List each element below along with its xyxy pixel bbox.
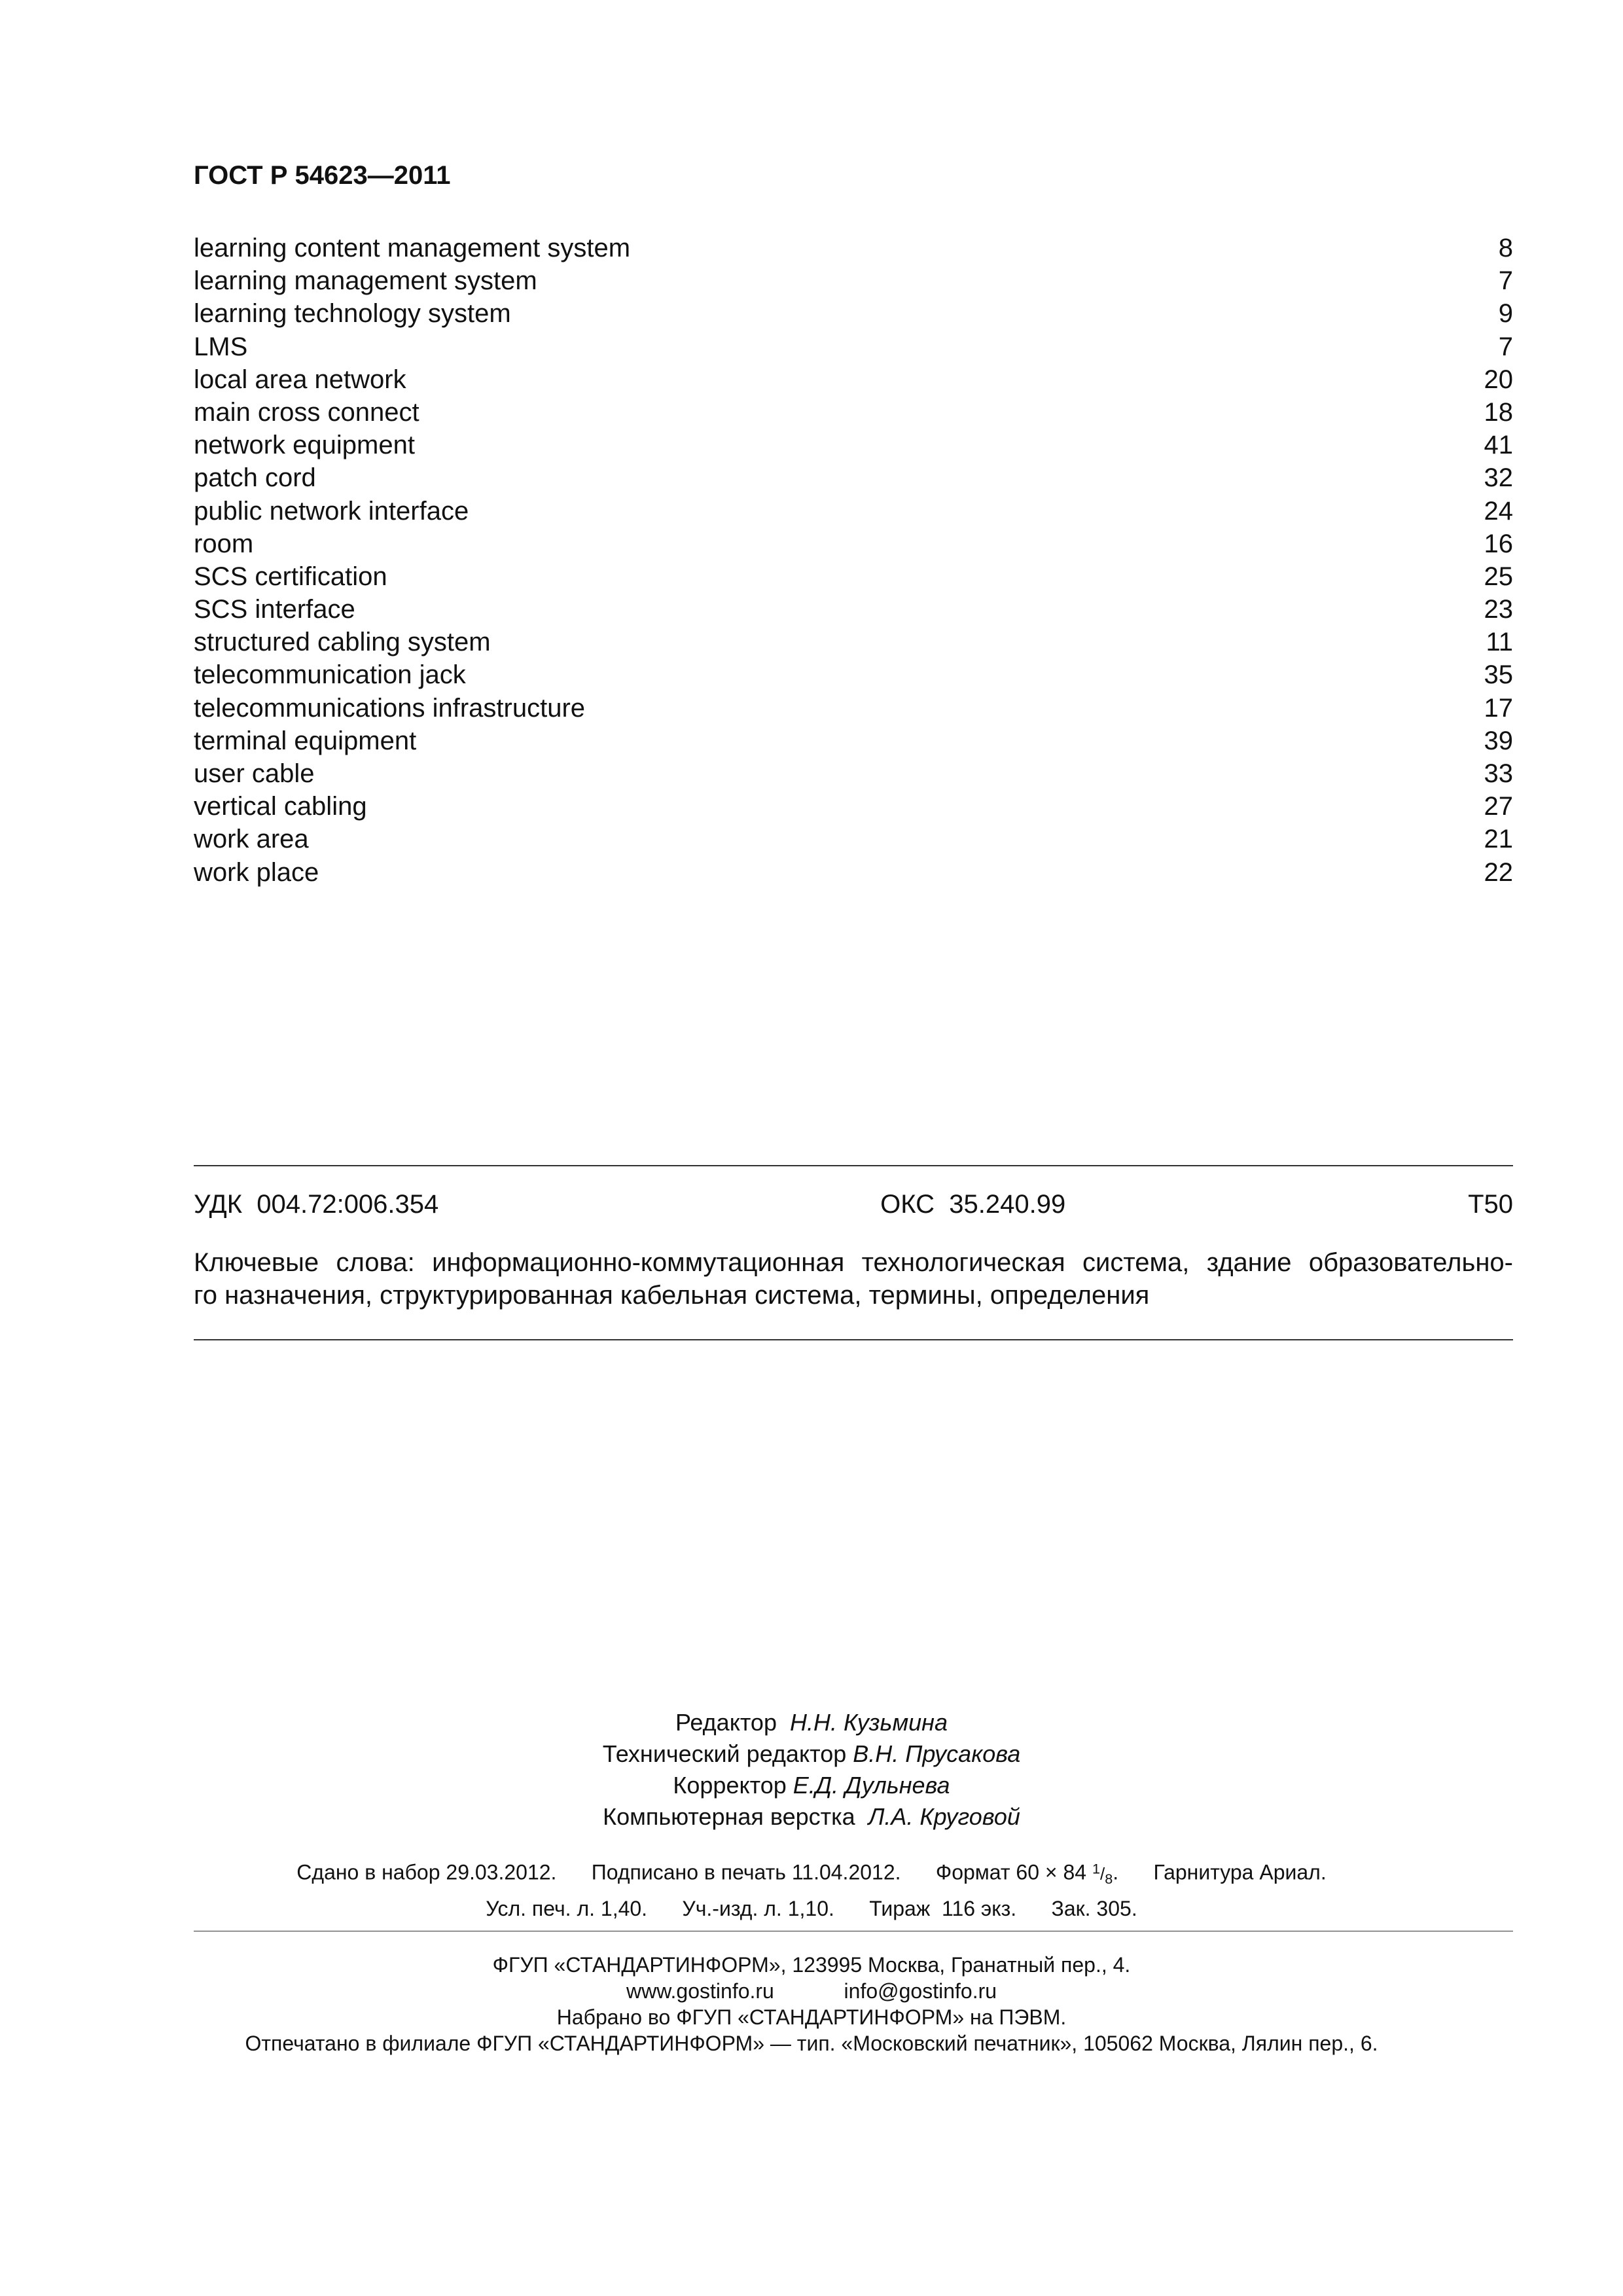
index-entry (194, 264, 1513, 297)
index-term: learning content management system (194, 234, 631, 262)
index-number: 8 (1498, 234, 1513, 262)
index-number: 27 (1484, 792, 1513, 821)
website-link[interactable]: www.gostinfo.ru (626, 1979, 774, 2003)
index-term: vertical cabling (194, 792, 367, 821)
index-term: SCS certification (194, 562, 387, 591)
index-term: telecommunications infrastructure (194, 693, 586, 723)
index-term: learning technology system (194, 299, 511, 329)
index-number: 9 (1498, 299, 1513, 329)
index-number: 7 (1498, 266, 1513, 296)
index-number: 41 (1484, 431, 1513, 460)
index-number: 33 (1484, 759, 1513, 788)
index-term: patch cord (194, 463, 316, 493)
keywords-line-1: Ключевые слова: информационно-коммутационная технологическая система, здание образовательно- (194, 1248, 1513, 1277)
index-entry (194, 658, 1513, 691)
index-term: local area network (194, 365, 406, 394)
publisher-address: ФГУП «СТАНДАРТИНФОРМ», 123995 Москва, Гранатный пер., 4. (492, 1953, 1131, 1977)
index-number: 23 (1484, 595, 1513, 624)
index-number: 20 (1484, 365, 1513, 394)
term-index (194, 232, 1513, 889)
publisher-contacts (0, 1978, 1623, 2004)
index-entry (194, 692, 1513, 725)
index-term: user cable (194, 759, 315, 788)
oks-code: ОКС 35.240.99 (880, 1190, 1066, 1219)
index-entry (194, 461, 1513, 494)
index-number: 7 (1498, 332, 1513, 361)
publisher-printed: Отпечатано в филиале ФГУП «СТАНДАРТИНФОРМ» — тип. «Московский печатник», 105062 Москва, Лялин пер., 6. (245, 2032, 1378, 2055)
index-number: 25 (1484, 562, 1513, 591)
document-header: ГОСТ Р 54623—2011 (194, 161, 451, 190)
index-term: LMS (194, 332, 248, 361)
index-entry (194, 593, 1513, 626)
index-number: 17 (1484, 693, 1513, 723)
index-entry (194, 232, 1513, 264)
udk-code: УДК 004.72:006.354 (194, 1190, 439, 1219)
keywords (194, 1246, 1513, 1312)
classification-row (194, 1190, 1513, 1219)
print-info-row-2: Усл. печ. л. 1,40. Уч.-изд. л. 1,10. Тираж 116 экз. Зак. 305. (486, 1897, 1137, 1920)
category-code: Т50 (1468, 1190, 1513, 1219)
index-term: room (194, 529, 254, 558)
index-entry (194, 528, 1513, 560)
index-entry (194, 429, 1513, 461)
index-entry (194, 560, 1513, 593)
index-number: 39 (1484, 726, 1513, 755)
index-term: structured cabling system (194, 628, 491, 657)
index-number: 18 (1484, 397, 1513, 427)
publisher-block (0, 1952, 1623, 2056)
index-term: work place (194, 857, 319, 887)
index-entry (194, 297, 1513, 330)
index-entry (194, 363, 1513, 396)
index-number: 21 (1484, 825, 1513, 854)
credit-corrector: Корректор Е.Д. Дульнева (673, 1772, 950, 1799)
credit-tech-editor: Технический редактор В.Н. Прусакова (602, 1740, 1021, 1767)
index-entry (194, 331, 1513, 363)
credits-block (0, 1707, 1623, 1833)
index-term: main cross connect (194, 397, 419, 427)
index-number: 24 (1484, 496, 1513, 526)
index-number: 11 (1486, 628, 1513, 657)
index-number: 22 (1484, 857, 1513, 887)
email-link[interactable]: info@gostinfo.ru (844, 1979, 997, 2003)
publisher-typeset: Набрано во ФГУП «СТАНДАРТИНФОРМ» на ПЭВМ. (556, 2005, 1067, 2029)
index-entry (194, 495, 1513, 528)
index-entry (194, 725, 1513, 757)
index-entry (194, 626, 1513, 658)
index-number: 35 (1484, 660, 1513, 690)
credit-layout: Компьютерная верстка Л.А. Круговой (603, 1803, 1020, 1830)
index-entry (194, 856, 1513, 889)
keywords-line-2: го назначения, структурированная кабельная система, термины, определения (194, 1281, 1150, 1310)
index-entry (194, 396, 1513, 429)
credit-editor: Редактор Н.Н. Кузьмина (675, 1709, 948, 1736)
divider-middle (194, 1339, 1513, 1340)
index-term: SCS interface (194, 595, 355, 624)
index-term: work area (194, 825, 309, 854)
index-term: terminal equipment (194, 726, 417, 755)
index-number: 32 (1484, 463, 1513, 493)
index-entry (194, 823, 1513, 855)
index-term: learning management system (194, 266, 537, 296)
print-info-row-1: Сдано в набор 29.03.2012. Подписано в печать 11.04.2012. Формат 60 × 84 $^1/_8$. Гарнитура Ариал. (296, 1860, 1327, 1887)
divider-top (194, 1165, 1513, 1166)
index-number: 16 (1484, 529, 1513, 558)
index-term: public network interface (194, 496, 469, 526)
index-term: network equipment (194, 431, 415, 460)
index-term: telecommunication jack (194, 660, 466, 690)
index-entry (194, 757, 1513, 790)
index-entry (194, 790, 1513, 823)
